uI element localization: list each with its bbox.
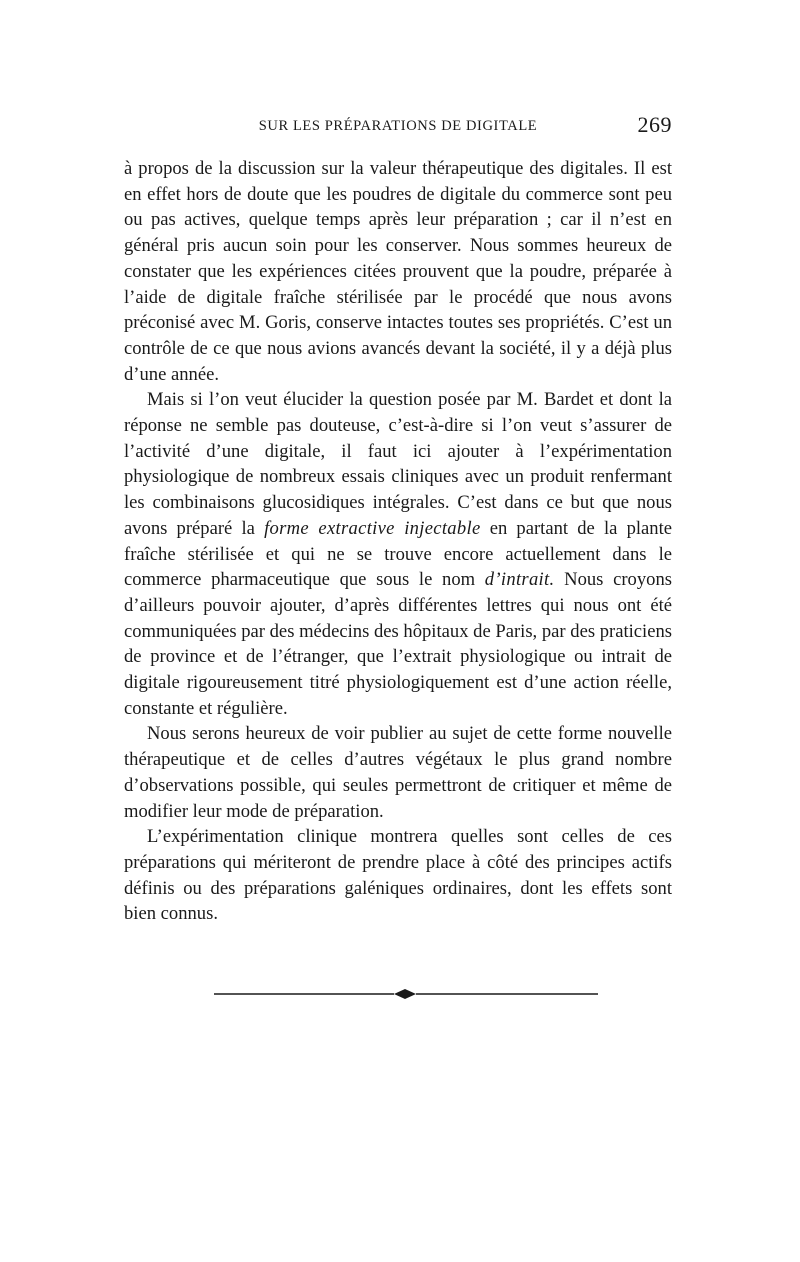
paragraph-2-text-a: Mais si l’on veut élucider la question posée par M. Bardet et dont la réponse ne semble pas douteuse, c’est-à-dire si l’on veut s’assurer de l’activité d’une digitale, il faut ici ajouter à l’expérimentation physiologique de nombreux essais cliniques avec un produit renfermant les combinaisons glucosidiques intégrales. C’est dans ce but que nous avons préparé la: [124, 389, 672, 539]
document-page: [124, 112, 672, 927]
paragraph-2-text-c: Nous croyons d’ailleurs pouvoir ajouter, d’après différentes lettres qui nous ont été communiquées par des médecins des hôpitaux de Paris, par des praticiens de province et de l’étranger, que l’extrait physiologique ou intrait de digitale rigoureusement titré physiologiquement est d’une action réelle, constante et régulière.: [124, 569, 672, 719]
running-header: [124, 112, 672, 142]
ornament-diamond: [394, 989, 416, 999]
paragraph-2: [124, 387, 672, 721]
italic-intrait: d’intrait.: [484, 569, 555, 591]
paragraph-1: à propos de la discussion sur la valeur thérapeutique des digitales. Il est en effet hors de doute que les poudres de digitale du commerce sont peu ou pas actives, quelque temps après leur préparation ; car il n’est en général pris aucun soin pour les conserver. Nous sommes heureux de constater que les expériences citées prouvent que la poudre, préparée à l’aide de digitale fraîche stérilisée par le procédé que nous avons préconisé avec M. Goris, conserve intactes toutes ses propriétés. C’est un contrôle de ce que nous avions avancés devant la société, il y a déjà plus d’une année.: [124, 158, 672, 385]
paragraph-2-text-b: en partant de la plante fraîche stérilisée et qui ne se trouve encore actuellement dans le commerce pharmaceutique que sous le nom: [124, 517, 672, 591]
italic-forme-extractive: forme extractive injectable: [264, 517, 481, 539]
page-number: 269: [637, 112, 672, 137]
running-title: SUR LES PRÉPARATIONS DE DIGITALE: [258, 118, 538, 134]
end-ornament-divider: [214, 988, 598, 1000]
paragraph-3: Nous serons heureux de voir publier au sujet de cette forme nouvelle thérapeutique et de celles d’autres végétaux le plus grand nombre d’observations possible, qui seules permettront de critiquer et même de modifier leur mode de préparation.: [124, 723, 672, 822]
paragraph-4: L’expérimentation clinique montrera quelles sont celles de ces préparations qui mériteront de prendre place à côté des principes actifs définis ou des préparations galéniques ordinaires, dont les effets sont bien connus.: [124, 826, 672, 925]
